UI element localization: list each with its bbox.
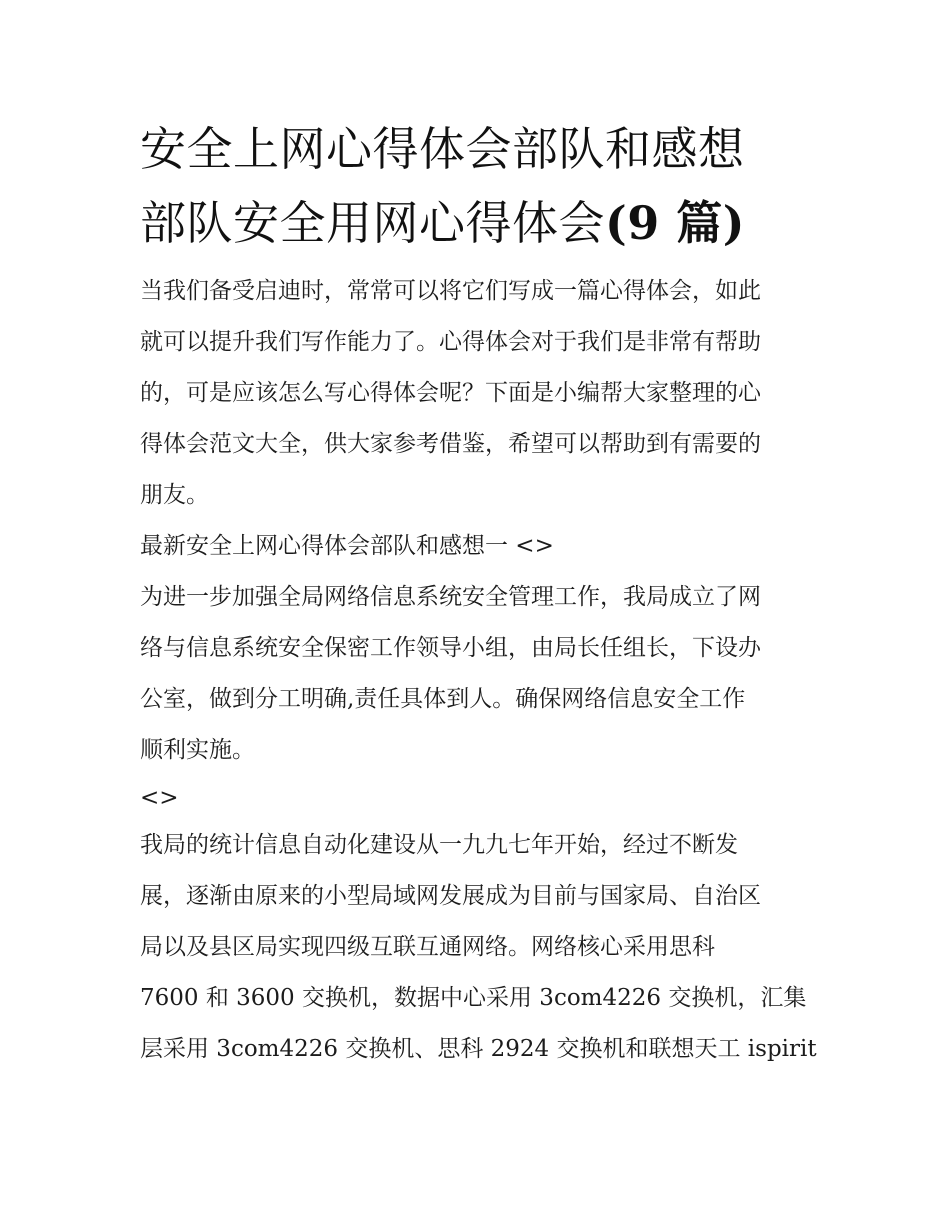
- text-line: <>: [140, 785, 179, 811]
- text-line: 顺利实施。: [140, 737, 255, 763]
- document-content: [140, 112, 817, 1075]
- text-line: 7600 和 3600 交换机，数据中心采用 3com4226 交换机，汇集: [140, 985, 807, 1011]
- text-line: 我局的统计信息自动化建设从一九九七年开始，经过不断发: [140, 832, 738, 858]
- document-body: [140, 266, 817, 1075]
- text-line: 展，逐渐由原来的小型局域网发展成为目前与国家局、自治区: [140, 883, 761, 909]
- title-line-2-count: (9 篇): [605, 196, 746, 250]
- text-line: 络与信息系统安全保密工作领导小组，由局长任组长，下设办: [140, 635, 761, 661]
- section-heading-1: [140, 521, 812, 572]
- title-line-2: [140, 186, 812, 260]
- title-line-2-main: 部队安全用网心得体会: [140, 196, 605, 250]
- document-title: [140, 112, 812, 260]
- paragraph-network-history: [140, 820, 817, 1075]
- text-line: 当我们备受启迪时，常常可以将它们写成一篇心得体会，如此: [140, 278, 761, 304]
- text-line: 层采用 3com4226 交换机、思科 2924 交换机和联想天工 ispirit: [140, 1036, 817, 1062]
- paragraph-security-team: [140, 572, 812, 776]
- text-line: 朋友。: [140, 482, 209, 508]
- text-line: 局以及县区局实现四级互联互通网络。网络核心采用思科: [140, 934, 715, 960]
- text-line: 公室，做到分工明确,责任具体到人。确保网络信息安全工作: [140, 686, 746, 712]
- text-line: 的，可是应该怎么写心得体会呢？下面是小编帮大家整理的心: [140, 380, 761, 406]
- paragraph-marker: [140, 776, 812, 820]
- text-line: 就可以提升我们写作能力了。心得体会对于我们是非常有帮助: [140, 329, 761, 355]
- paragraph-intro: [140, 266, 812, 521]
- text-line: 最新安全上网心得体会部队和感想一 <>: [140, 533, 554, 559]
- text-line: 为进一步加强全局网络信息系统安全管理工作，我局成立了网: [140, 584, 761, 610]
- text-line: 得体会范文大全，供大家参考借鉴，希望可以帮助到有需要的: [140, 431, 761, 457]
- title-line-1: 安全上网心得体会部队和感想: [140, 122, 745, 176]
